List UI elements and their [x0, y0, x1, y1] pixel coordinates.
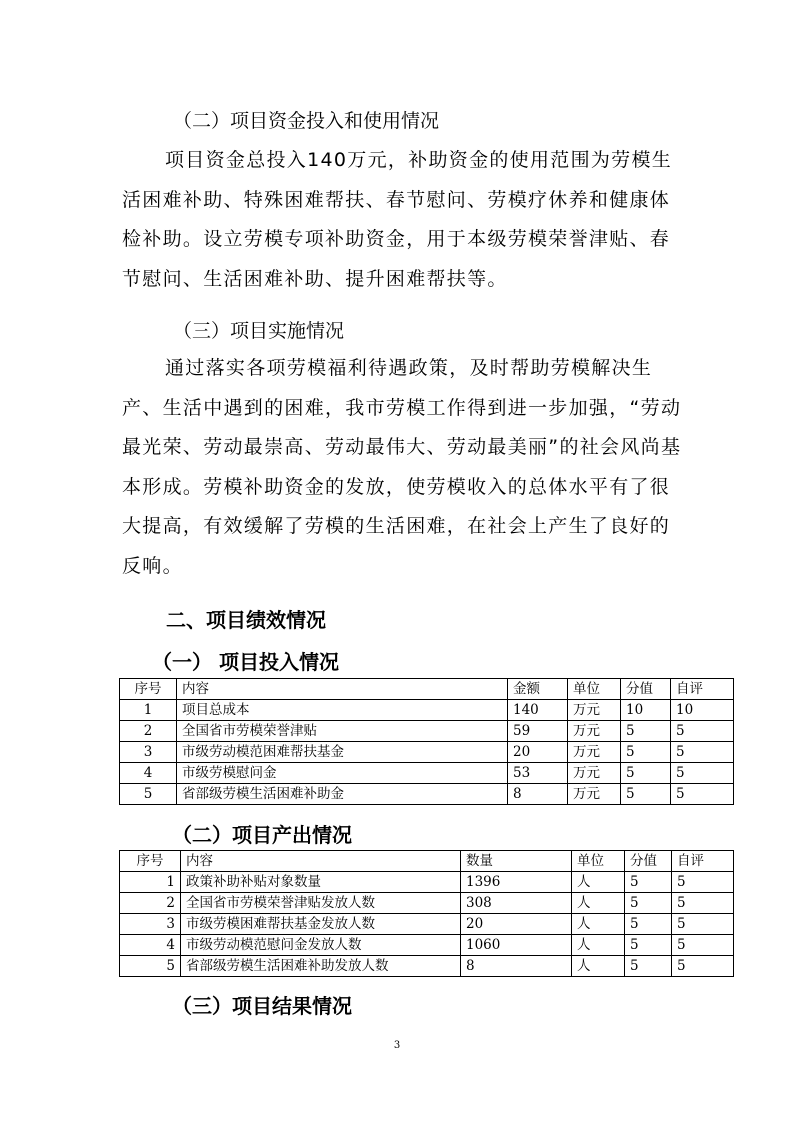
table-cell: 1	[120, 700, 177, 721]
performance-heading: 二、项目绩效情况	[166, 608, 326, 632]
table-cell: 市级劳动模范困难帮扶基金	[177, 742, 508, 763]
table-cell: 8	[461, 956, 572, 977]
table-cell: 万元	[568, 742, 621, 763]
table-row	[120, 872, 734, 893]
output-table-heading: （二）项目产出情况	[172, 823, 352, 847]
input-table	[119, 678, 734, 805]
column-header: 单位	[572, 851, 625, 872]
table-cell: 8	[508, 784, 568, 805]
result-heading: （三）项目结果情况	[172, 994, 352, 1018]
table-cell: 5	[625, 956, 672, 977]
table-cell: 人	[572, 956, 625, 977]
table-cell: 5	[621, 784, 671, 805]
column-header: 单位	[568, 679, 621, 700]
table-cell: 省部级劳模生活困难补助发放人数	[181, 956, 461, 977]
table-cell: 2	[120, 721, 177, 742]
table-cell: 全国省市劳模荣誉津贴发放人数	[181, 893, 461, 914]
table-cell: 5	[671, 742, 734, 763]
table-cell: 308	[461, 893, 572, 914]
column-header: 内容	[177, 679, 508, 700]
column-header: 序号	[120, 851, 181, 872]
table-cell: 万元	[568, 721, 621, 742]
table-cell: 项目总成本	[177, 700, 508, 721]
table-cell: 政策补助补贴对象数量	[181, 872, 461, 893]
table-cell: 140	[508, 700, 568, 721]
table-cell: 10	[621, 700, 671, 721]
table-cell: 1060	[461, 935, 572, 956]
table-row	[120, 935, 734, 956]
table-cell: 人	[572, 893, 625, 914]
table-header-row	[120, 851, 734, 872]
table-cell: 5	[621, 721, 671, 742]
column-header: 金额	[508, 679, 568, 700]
page-number: 3	[393, 1040, 401, 1051]
table-cell: 4	[120, 763, 177, 784]
table-cell: 5	[671, 784, 734, 805]
table-row	[120, 763, 734, 784]
table-cell: 59	[508, 721, 568, 742]
column-header: 分值	[621, 679, 671, 700]
table-cell: 全国省市劳模荣誉津贴	[177, 721, 508, 742]
table-row	[120, 956, 734, 977]
table-cell: 5	[625, 872, 672, 893]
table-cell: 万元	[568, 784, 621, 805]
table-row	[120, 914, 734, 935]
column-header: 分值	[625, 851, 672, 872]
table-cell: 5	[671, 763, 734, 784]
table-cell: 3	[120, 742, 177, 763]
table-row	[120, 893, 734, 914]
table-cell: 市级劳动模范慰问金发放人数	[181, 935, 461, 956]
table-cell: 5	[672, 935, 734, 956]
table-cell: 10	[671, 700, 734, 721]
table-row	[120, 784, 734, 805]
table-cell: 1	[120, 872, 181, 893]
table-cell: 1396	[461, 872, 572, 893]
table-cell: 人	[572, 914, 625, 935]
section-funds-body: 项目资金总投入140万元，补助资金的使用范围为劳模生活困难补助、特殊困难帮扶、春节慰问、劳模疗休养和健康体检补助。设立劳模专项补助资金，用于本级劳模荣誉津贴、春节慰问、生活困难补助、提升困难帮扶等。	[122, 149, 673, 290]
table-cell: 5	[625, 935, 672, 956]
column-header: 数量	[461, 851, 572, 872]
table-row	[120, 721, 734, 742]
table-cell: 20	[508, 742, 568, 763]
table-cell: 5	[625, 914, 672, 935]
table-cell: 市级劳模困难帮扶基金发放人数	[181, 914, 461, 935]
table-row	[120, 742, 734, 763]
table-cell: 5	[672, 893, 734, 914]
table-cell: 5	[621, 763, 671, 784]
section-funds-heading: （二）项目资金投入和使用情况	[173, 110, 440, 132]
table-header-row	[120, 679, 734, 700]
column-header: 自评	[671, 679, 734, 700]
section-implementation-body: 通过落实各项劳模福利待遇政策，及时帮助劳模解决生产、生活中遇到的困难，我市劳模工作得到进一步加强，“劳动最光荣、劳动最崇高、劳动最伟大、劳动最美丽”的社会风尚基本形成。劳模补助资金的发放，使劳模收入的总体水平有了很大提高，有效缓解了劳模的生活困难，在社会上产生了良好的反响。	[122, 357, 682, 577]
table-cell: 省部级劳模生活困难补助金	[177, 784, 508, 805]
output-table	[119, 850, 734, 977]
table-cell: 5	[672, 872, 734, 893]
column-header: 内容	[181, 851, 461, 872]
table-cell: 人	[572, 935, 625, 956]
table-cell: 20	[461, 914, 572, 935]
table-cell: 5	[120, 956, 181, 977]
column-header: 自评	[672, 851, 734, 872]
table-cell: 市级劳模慰问金	[177, 763, 508, 784]
table-cell: 5	[625, 893, 672, 914]
input-table-heading: （一） 项目投入情况	[152, 650, 339, 674]
table-cell: 5	[671, 721, 734, 742]
table-row	[120, 700, 734, 721]
table-cell: 4	[120, 935, 181, 956]
section-implementation-heading: （三）项目实施情况	[173, 320, 345, 342]
table-cell: 5	[672, 914, 734, 935]
table-cell: 万元	[568, 700, 621, 721]
table-cell: 3	[120, 914, 181, 935]
column-header: 序号	[120, 679, 177, 700]
table-cell: 5	[621, 742, 671, 763]
table-cell: 53	[508, 763, 568, 784]
table-cell: 5	[672, 956, 734, 977]
table-cell: 5	[120, 784, 177, 805]
table-cell: 万元	[568, 763, 621, 784]
table-cell: 2	[120, 893, 181, 914]
table-cell: 人	[572, 872, 625, 893]
